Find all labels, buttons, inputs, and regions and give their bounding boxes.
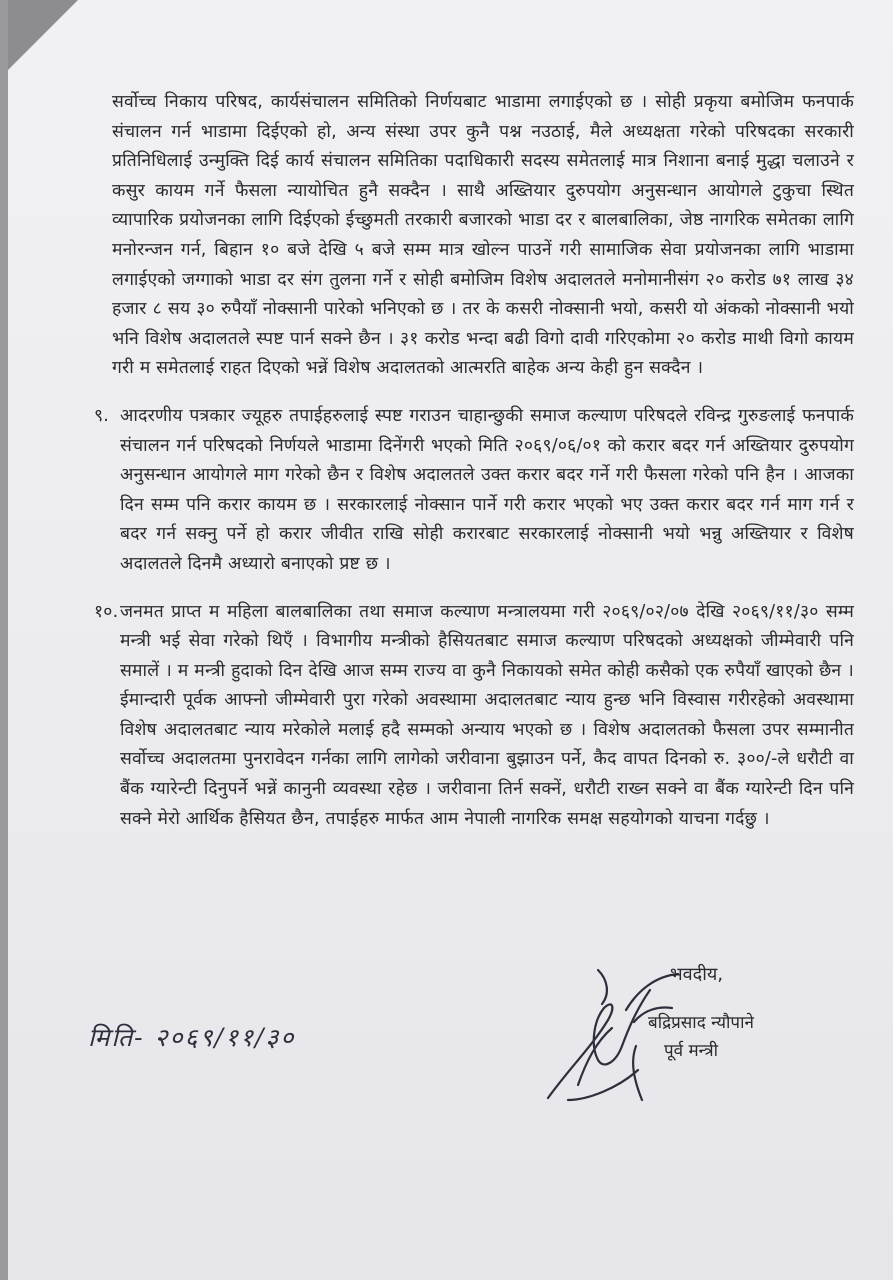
folded-corner	[8, 0, 78, 70]
paragraph-9	[94, 402, 854, 580]
closing-salutation: भवदीय,	[670, 964, 724, 985]
letter-page	[8, 0, 893, 1280]
handwritten-date: मिति- २०६९/११/३०	[88, 1023, 296, 1052]
paragraph-continued: सर्वोच्च निकाय परिषद, कार्यसंचालन समितिको निर्णयबाट भाडामा लगाईएको छ । सोही प्रकृया बमोजिम फनपार्क संचालन गर्न भाडामा दिईएको हो, अन्य संस्था उपर कुनै पश्न नउठाई, मैले अध्यक्षता गरेको परिषदका सरकारी प्रतिनिधिलाई उन्मुक्ति दिई कार्य संचालन समितिका पदाधिकारी सदस्य समेतलाई मात्र निशाना बनाई मुद्धा चलाउने र कसुर कायम गर्ने फैसला न्यायोचित हुनै सक्दैन । साथै अख्तियार दुरुपयोग अनुसन्धान आयोगले टुकुचा स्थित व्यापारिक प्रयोजनका लागि दिईएको ईच्छुमती तरकारी बजारको भाडा दर र बालबालिका, जेष्ठ नागरिक समेतका लागि मनोरन्जन गर्न, बिहान १० बजे देखि ५ बजे सम्म मात्र खोल्न पाउनें गरी सामाजिक सेवा प्रयोजनका लागि भाडामा लगाईएको जग्गाको भाडा दर संग तुलना गर्ने र सोही बमोजिम विशेष अदालतले मनोमानीसंग २० करोड ७१ लाख ३४ हजार ८ सय ३० रुपैयाँ नोक्सानी पारेको भनिएको छ । तर के कसरी नोक्सानी भयो, कसरी यो अंकको नोक्सानी भयो भनि विशेष अदालतले स्पष्ट पार्न सक्ने छैन । ३१ करोड भन्दा बढी विगो दावी गरिएकोमा २० करोड माथी विगो कायम गरी म समेतलाई राहत दिएको भन्नें विशेष अदालतको आत्मरति बाहेक अन्य केही हुन सक्दैन ।	[112, 92, 854, 379]
letter-body	[94, 88, 854, 834]
paragraph-10-number: १०.	[94, 601, 119, 622]
paragraph-9-number: ९.	[94, 405, 110, 426]
paragraph-10	[94, 598, 854, 835]
signature-block	[538, 950, 838, 1120]
signatory-title: पूर्व मन्त्री	[664, 1041, 718, 1061]
signatory-name: बद्रिप्रसाद न्यौपाने	[648, 1013, 754, 1033]
paragraph-10-text: जनमत प्राप्त म महिला बालबालिका तथा समाज कल्याण मन्त्रालयमा गरी २०६९/०२/०७ देखि २०६९/११/३० सम्म मन्त्री भई सेवा गरेको थिएँ । विभागीय मन्त्रीको हैसियतबाट समाज कल्याण परिषदको अध्यक्षको जीम्मेवारी पनि समालें । म मन्त्री हुदाको दिन देखि आज सम्म राज्य वा कुनै निकायको समेत कोही कसैको एक रुपैयाँ खाएको छैन । ईमान्दारी पूर्वक आफ्नो जीम्मेवारी पुरा गरेको अवस्थामा अदालतबाट न्याय हुन्छ भनि विस्वास गरीरहेको अवस्थामा विशेष अदालतबाट न्याय मरेकोले मलाई हदै सम्मको अन्याय भएको छ । विशेष अदालतको फैसला उपर सम्मानीत सर्वोच्च अदालतमा पुनरावेदन गर्नका लागि लागेको जरीवाना बुझाउन पर्ने, कैद वापत दिनको रु. ३००/-ले धरौटी वा बैंक ग्यारेन्टी दिनुपर्ने भन्नें कानुनी व्यवस्था रहेछ । जरीवाना तिर्न सक्नें, धरौटी राख्न सक्ने वा बैंक ग्यारेन्टी दिन पनि सक्ने मेरो आर्थिक हैसियत छैन, तपाईहरु मार्फत आम नेपाली नागरिक समक्ष सहयोगको याचना गर्दछु ।	[120, 601, 854, 829]
paragraph-9-text: आदरणीय पत्रकार ज्यूहरु तपाईहरुलाई स्पष्ट गराउन चाहान्छुकी समाज कल्याण परिषदले रविन्द्र गुरुङलाई फनपार्क संचालन गर्न परिषदको निर्णयले भाडामा दिनेंगरी भएको मिति २०६९/०६/०१ को करार बदर गर्न अख्तियार दुरुपयोग अनुसन्धान आयोगले माग गरेको छैन र विशेष अदालतले उक्त करार बदर गर्ने गरी फैसला गरेको पनि हैन । आजका दिन सम्म पनि करार कायम छ । सरकारलाई नोक्सान पार्ने गरी करार भएको भए उक्त करार बदर गर्न माग गर्न र बदर गर्न सक्नु पर्ने हो करार जीवीत राखि सोही करारबाट सरकारलाई नोक्सानी भयो भन्नु अख्तियार र विशेष अदालतले दिनमै अध्यारो बनाएको प्रष्ट छ ।	[120, 405, 854, 574]
